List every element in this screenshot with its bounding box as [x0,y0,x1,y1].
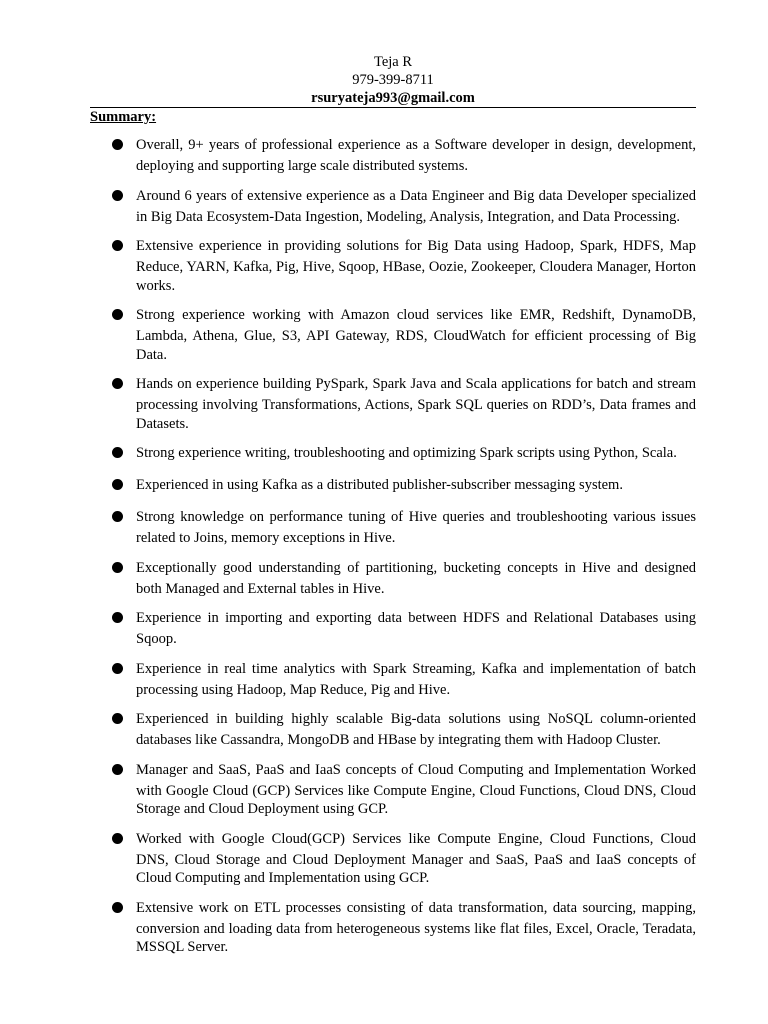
bullet-icon [112,612,123,623]
list-item [108,556,696,599]
list-item [108,133,696,176]
list-item [108,441,696,465]
candidate-email: rsuryateja993@gmail.com [311,90,475,106]
list-item [108,372,696,433]
list-item [108,827,696,888]
list-item [108,505,696,548]
list-item-text: Strong experience writing, troubleshooting and optimizing Spark scripts using Python, Scala. [136,445,677,461]
list-item [108,606,696,649]
list-item-text: Manager and SaaS, PaaS and IaaS concepts of Cloud Computing and Implementation Worked with Google Cloud (GCP) Services like Compute Engine, Cloud Functions, Cloud DNS, Cloud Storage and Cloud Deployment using GCP. [136,761,696,817]
bullet-icon [112,833,123,844]
list-item [108,657,696,700]
list-item [108,473,696,497]
list-item-text: Strong experience working with Amazon cloud services like EMR, Redshift, DynamoDB, Lambda, Athena, Glue, S3, API Gateway, RDS, CloudWatch for efficient processing of Big Data. [136,307,696,363]
bullet-icon [112,562,123,573]
bullet-icon [112,190,123,201]
bullet-icon [112,511,123,522]
bullet-icon [112,713,123,724]
bullet-icon [112,378,123,389]
summary-list [108,133,696,965]
list-item-text: Experienced in building highly scalable Big-data solutions using NoSQL column-oriented databases like Cassandra, MongoDB and HBase by integrating them with Hadoop Cluster. [136,711,696,748]
bullet-icon [112,447,123,458]
resume-header [90,53,696,107]
list-item-text: Around 6 years of extensive experience as a Data Engineer and Big data Developer specialized in Big Data Ecosystem-Data Ingestion, Modeling, Analysis, Integration, and Data Processing. [136,187,696,225]
bullet-icon [112,240,123,251]
candidate-phone: 979-399-8711 [352,72,434,88]
list-item-text: Extensive work on ETL processes consisting of data transformation, data sourcing, mapping, conversion and loading data from heterogeneous systems like flat files, Excel, Oracle, Teradata, MSSQL Server. [136,899,696,955]
header-divider [90,107,696,108]
list-item-text: Experience in importing and exporting data between HDFS and Relational Databases using Sqoop. [136,610,696,647]
list-item-text: Extensive experience in providing solutions for Big Data using Hadoop, Spark, HDFS, Map Reduce, YARN, Kafka, Pig, Hive, Sqoop, HBase, Oozie, Zookeeper, Cloudera Manager, Horton works. [136,238,696,294]
bullet-icon [112,309,123,320]
summary-heading: Summary: [90,109,157,125]
bullet-icon [112,764,123,775]
list-item [108,707,696,750]
list-item-text: Experienced in using Kafka as a distributed publisher-subscriber messaging system. [136,477,623,493]
list-item [108,758,696,819]
bullet-icon [112,902,123,913]
list-item [108,184,696,227]
list-item [108,896,696,957]
bullet-icon [112,139,123,150]
bullet-icon [112,479,123,490]
list-item-text: Overall, 9+ years of professional experience as a Software developer in design, development, deploying and supporting large scale distributed systems. [136,137,696,174]
list-item [108,234,696,295]
list-item-text: Exceptionally good understanding of partitioning, bucketing concepts in Hive and designed both Managed and External tables in Hive. [136,559,696,597]
candidate-name: Teja R [373,54,413,70]
bullet-icon [112,663,123,674]
list-item-text: Experience in real time analytics with Spark Streaming, Kafka and implementation of batch processing using Hadoop, Map Reduce, Pig and Hive. [136,660,696,698]
list-item [108,303,696,364]
list-item-text: Strong knowledge on performance tuning of Hive queries and troubleshooting various issues related to Joins, memory exceptions in Hive. [136,509,696,546]
list-item-text: Hands on experience building PySpark, Spark Java and Scala applications for batch and stream processing involving Transformations, Actions, Spark SQL queries on RDD’s, Data frames and Datasets. [136,376,696,432]
list-item-text: Worked with Google Cloud(GCP) Services like Compute Engine, Cloud Functions, Cloud DNS, Cloud Storage and Cloud Deployment Manager and SaaS, PaaS and IaaS concepts of Cloud Computing and Implementation using GCP. [136,830,696,886]
